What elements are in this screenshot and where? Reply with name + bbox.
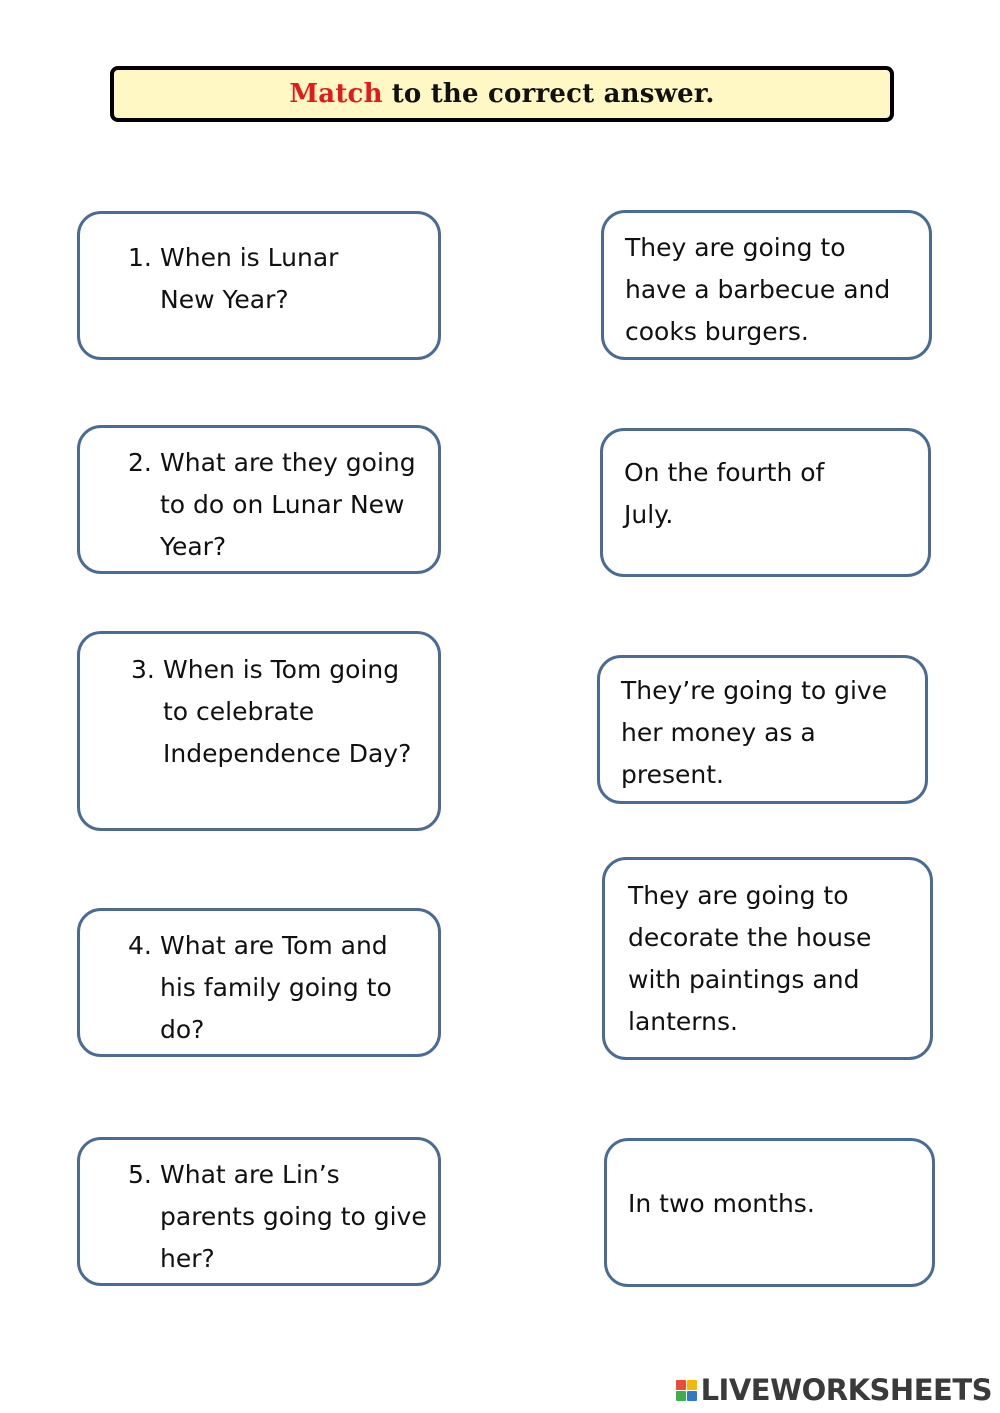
brand-name: LIVEWORKSHEETS bbox=[700, 1373, 992, 1407]
question-text: What are they going to do on Lunar New Year? bbox=[160, 448, 416, 561]
answer-text: On the fourth of July. bbox=[624, 458, 825, 529]
question-number: 5. bbox=[128, 1160, 152, 1189]
question-number: 3. bbox=[131, 655, 155, 684]
question-card-2[interactable] bbox=[77, 425, 441, 574]
instruction-accent: Match bbox=[289, 79, 383, 109]
question-number: 1. bbox=[128, 243, 152, 272]
answer-card-4[interactable] bbox=[602, 857, 933, 1060]
question-text: When is Tom going to celebrate Independence Day? bbox=[163, 655, 412, 768]
question-card-5[interactable] bbox=[77, 1137, 441, 1286]
question-number: 4. bbox=[128, 931, 152, 960]
answer-card-1[interactable] bbox=[601, 210, 932, 360]
question-card-4[interactable] bbox=[77, 908, 441, 1057]
instruction-text: to the correct answer. bbox=[391, 79, 715, 109]
answer-card-5[interactable] bbox=[604, 1138, 935, 1287]
answer-text: In two months. bbox=[628, 1189, 815, 1218]
question-card-3[interactable] bbox=[77, 631, 441, 831]
instruction-banner bbox=[110, 66, 894, 122]
answer-card-2[interactable] bbox=[600, 428, 931, 577]
answer-text: They are going to decorate the house with paintings and lanterns. bbox=[628, 881, 872, 1036]
liveworksheets-logo-icon bbox=[676, 1380, 697, 1401]
question-number: 2. bbox=[128, 448, 152, 477]
answer-text: They are going to have a barbecue and cooks burgers. bbox=[625, 233, 891, 346]
question-text: What are Tom and his family going to do? bbox=[160, 931, 392, 1044]
answer-text: They’re going to give her money as a present. bbox=[621, 676, 888, 789]
question-card-1[interactable] bbox=[77, 211, 441, 360]
liveworksheets-logo bbox=[676, 1373, 992, 1407]
question-text: What are Lin’s parents going to give her? bbox=[160, 1160, 427, 1273]
question-text: When is Lunar New Year? bbox=[160, 243, 339, 314]
answer-card-3[interactable] bbox=[597, 655, 928, 804]
